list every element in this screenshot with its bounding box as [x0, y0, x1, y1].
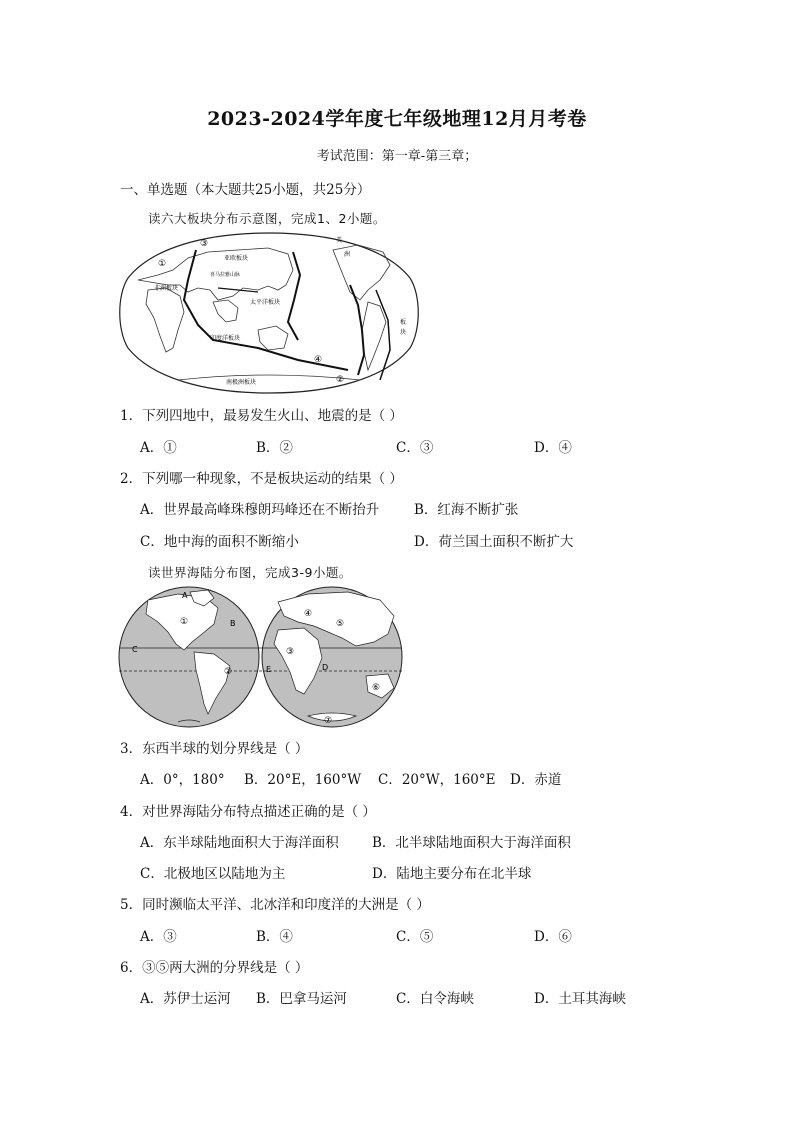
q4-option-d: D．陆地主要分布在北半球 [372, 866, 532, 882]
letter-d: D [322, 663, 329, 672]
q2-option-d: D．荷兰国土面积不断扩大 [414, 534, 574, 550]
q5-option-c: C．⑤ [396, 929, 434, 945]
world-marker-2: ② [224, 667, 233, 677]
world-marker-1: ① [180, 617, 189, 627]
question-2-stem: 2．下列哪一种现象，不是板块运动的结果（ ） [120, 471, 403, 487]
q1-option-a: A．① [140, 440, 177, 456]
marker-2: ② [336, 375, 345, 385]
label-indian-ocean-plate: 印度洋板块 [210, 335, 241, 342]
letter-a: A [182, 591, 188, 600]
q3-option-d: D．赤道 [510, 772, 562, 788]
world-marker-5: ⑤ [336, 619, 345, 629]
q6-option-b: B．巴拿马运河 [256, 991, 347, 1007]
q5-option-d: D．⑥ [534, 929, 572, 945]
q1-option-d: D．④ [534, 440, 572, 456]
world-marker-3: ③ [286, 647, 295, 657]
world-marker-6: ⑥ [372, 683, 381, 693]
plate-map [118, 230, 420, 396]
section-heading: 一、单选题（本大题共25小题，共25分） [120, 182, 371, 198]
marker-4: ④ [314, 355, 323, 365]
page-title: 2023-2024学年度七年级地理12月月考卷 [207, 108, 587, 130]
q3-option-b: B．20°E，160°W [244, 772, 362, 788]
label-himalaya: 喜马拉雅山脉 [210, 272, 241, 278]
question-6-stem: 6．③⑤两大洲的分界线是（ ） [120, 960, 309, 976]
marker-3: ③ [200, 239, 209, 249]
q3-option-a: A．0°，180° [140, 772, 225, 788]
q5-option-b: B．④ [256, 929, 293, 945]
question-1-stem: 1．下列四地中，最易发生火山、地震的是（ ） [120, 408, 403, 424]
q6-option-d: D．土耳其海峡 [534, 991, 626, 1007]
marker-1: ① [158, 259, 167, 269]
intro-text-1: 读六大板块分布示意图，完成1、2小题。 [148, 211, 386, 226]
question-4-stem: 4．对世界海陆分布特点描述正确的是（ ） [120, 804, 376, 820]
label-pacific-plate: 太平洋板块 [250, 299, 281, 306]
q4-option-c: C．北极地区以陆地为主 [140, 866, 286, 882]
exam-scope: 考试范围：第一章-第三章； [316, 149, 478, 164]
world-marker-4: ④ [304, 609, 313, 619]
q6-option-a: A．苏伊士运河 [140, 991, 231, 1007]
label-america-4: 块 [400, 329, 407, 336]
q4-option-a: A．东半球陆地面积大于海洋面积 [140, 835, 339, 851]
q2-option-a: A．世界最高峰珠穆朗玛峰还在不断抬升 [140, 502, 380, 518]
world-map [118, 586, 404, 728]
q2-option-c: C．地中海的面积不断缩小 [140, 534, 299, 550]
label-antarctic-plate: 南极洲板块 [226, 379, 257, 386]
label-eurasia-plate: 亚欧板块 [224, 255, 249, 262]
label-africa-plate: 非洲板块 [154, 285, 179, 292]
q1-option-b: B．② [256, 440, 293, 456]
q2-option-b: B．红海不断扩张 [414, 502, 519, 518]
letter-c: C [132, 645, 138, 654]
q6-option-c: C．白令海峡 [396, 991, 474, 1007]
q3-option-c: C．20°W，160°E [378, 772, 496, 788]
intro-text-2: 读世界海陆分布图，完成3-9小题。 [148, 565, 352, 580]
q1-option-c: C．③ [396, 440, 434, 456]
letter-e: E [266, 665, 272, 674]
world-marker-7: ⑦ [324, 716, 333, 726]
q4-option-b: B．北半球陆地面积大于海洋面积 [372, 835, 571, 851]
label-america-2: 洲 [344, 251, 351, 258]
question-3-stem: 3．东西半球的划分界线是（ ） [120, 741, 309, 757]
q5-option-a: A．③ [140, 929, 177, 945]
question-5-stem: 5．同时濒临太平洋、北冰洋和印度洋的大洲是（ ） [120, 897, 430, 913]
label-america-1: 美 [336, 237, 343, 244]
label-america-3: 板 [400, 319, 407, 326]
letter-b: B [230, 619, 236, 628]
